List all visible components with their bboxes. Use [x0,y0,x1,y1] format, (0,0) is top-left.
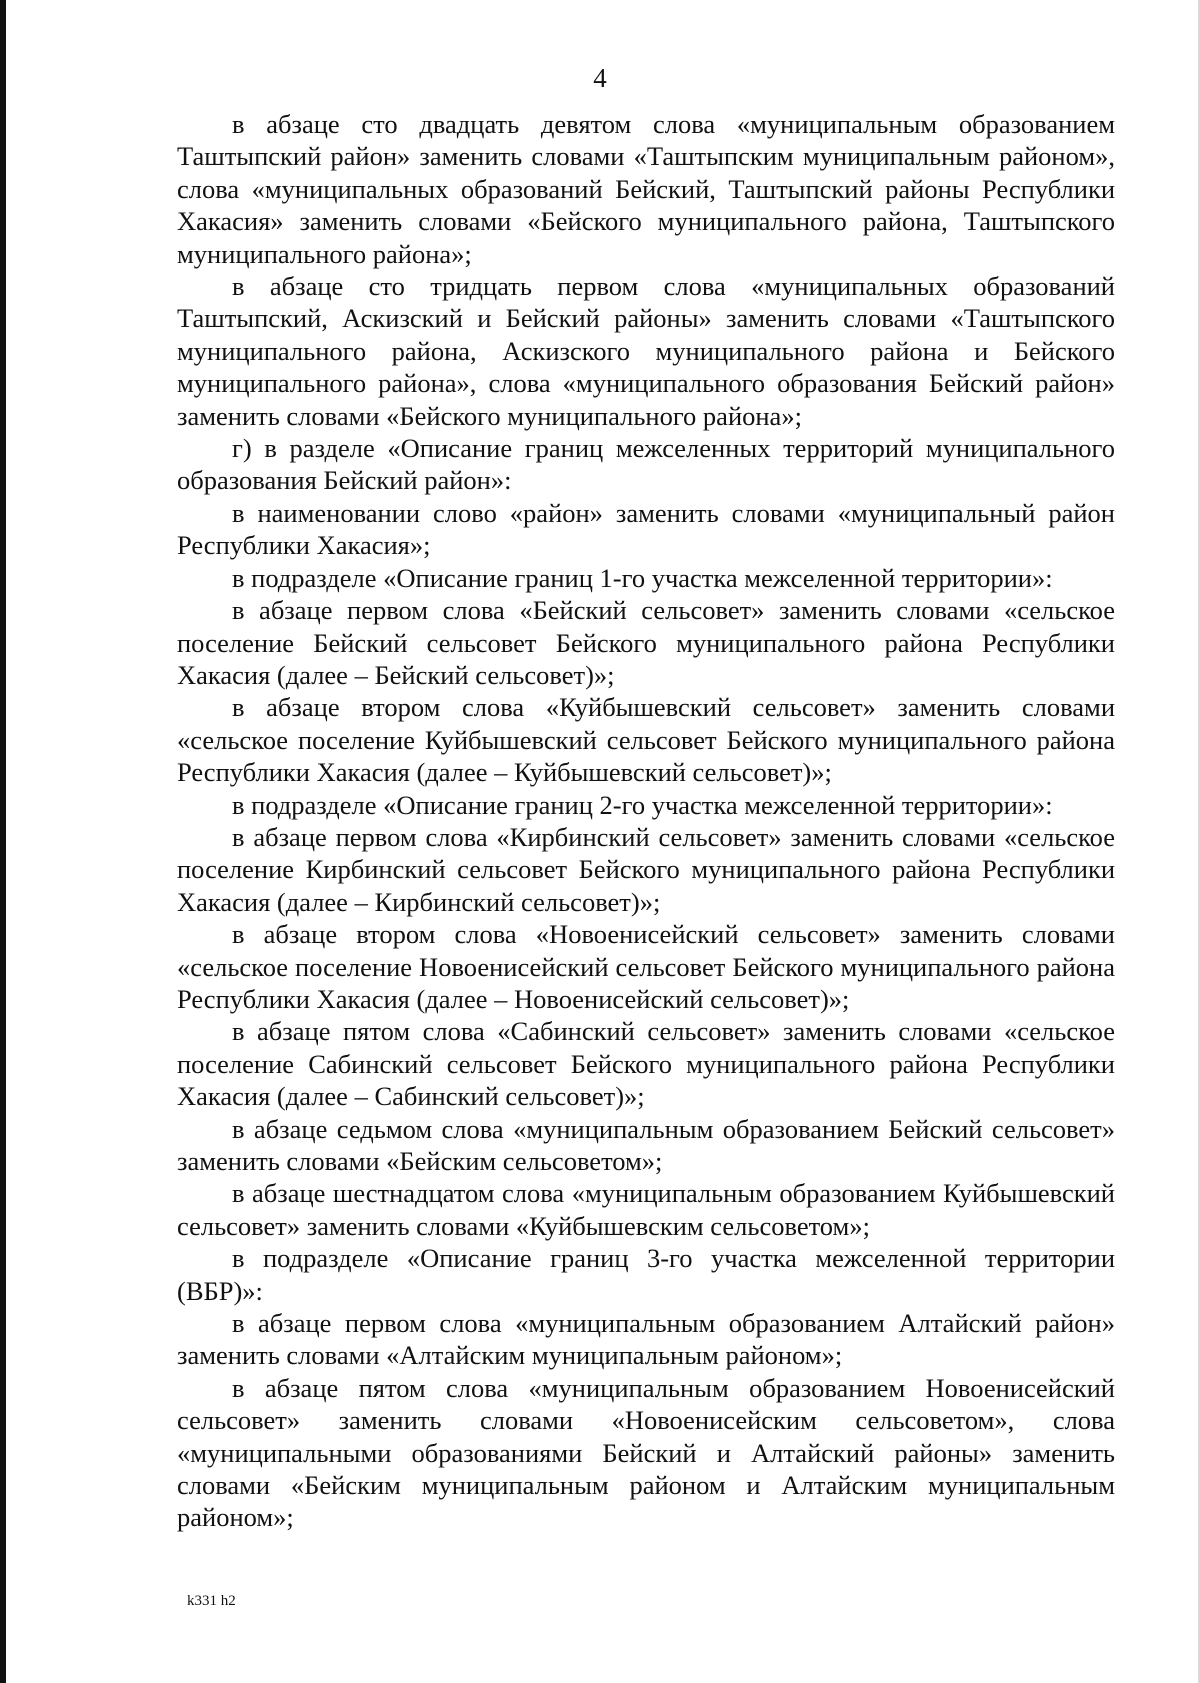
paragraph: в подразделе «Описание границ 3-го участка межселенной территории (ВБР)»: [177,1243,1115,1306]
paragraph: в абзаце первом слова «муниципальным образованием Алтайский район» заменить словами «Алтайским муниципальным районом»; [177,1308,1115,1371]
paragraph: в абзаце втором слова «Новоенисейский сельсовет» заменить словами «сельское поселение Новоенисейский сельсовет Бейского муниципального района Республики Хакасия (далее – Новоенисейский сельсовет)»; [177,919,1115,1014]
paragraph: в абзаце шестнадцатом слова «муниципальным образованием Куйбышевский сельсовет» заменить словами «Куйбышевским сельсоветом»; [177,1178,1115,1241]
paragraph: г) в разделе «Описание границ межселенных территорий муниципального образования Бейский район»: [177,433,1115,496]
page-number: 4 [593,63,607,93]
paragraph: в абзаце пятом слова «Сабинский сельсовет» заменить словами «сельское поселение Сабинский сельсовет Бейского муниципального района Республики Хакасия (далее – Сабинский сельсовет)»; [177,1016,1115,1112]
document-code: k331 h2 [187,1593,236,1609]
scan-left-edge [0,0,6,1683]
paragraph: в подразделе «Описание границ 2-го участка межселенной территории»: [232,789,1053,820]
paragraph: в абзаце первом слова «Бейский сельсовет» заменить словами «сельское поселение Бейский сельсовет Бейского муниципального района Республики Хакасия (далее – Бейский сельсовет)»; [177,595,1115,690]
paragraph: в абзаце седьмом слова «муниципальным образованием Бейский сельсовет» заменить словами «Бейским сельсоветом»; [177,1113,1115,1176]
paragraph: в абзаце сто тридцать первом слова «муниципальных образований Таштыпский, Аскизский и Бейский районы» заменить словами «Таштыпского муниципального района, Аскизского муниципального района и Бейского муниципального района», слова «муниципального образования Бейский район» заменить словами «Бейского муниципального района»; [177,271,1115,431]
paragraph: в абзаце втором слова «Куйбышевский сельсовет» заменить словами «сельское поселение Куйбышевский сельсовет Бейского муниципального района Республики Хакасия (далее – Куйбышевский сельсовет)»; [177,692,1115,788]
paragraph: в абзаце сто двадцать девятом слова «муниципальным образованием Таштыпский район» заменить словами «Таштыпским муниципальным районом», слова «муниципальных образований Бейский, Таштыпский районы Республики Хакасия» заменить словами «Бейского муниципального района, Таштыпского муниципального района»; [177,109,1115,269]
paragraph: в наименовании слово «район» заменить словами «муниципальный район Республики Хакасия»; [177,497,1115,561]
paragraph: в абзаце первом слова «Кирбинский сельсовет» заменить словами «сельское поселение Кирбинский сельсовет Бейского муниципального района Республики Хакасия (далее – Кирбинский сельсовет)»; [177,821,1115,917]
paragraph: в подразделе «Описание границ 1-го участка межселенной территории»: [232,562,1053,593]
document-body [177,108,1115,1534]
paragraph: в абзаце пятом слова «муниципальным образованием Новоенисейский сельсовет» заменить словами «Новоенисейским сельсоветом», слова «муниципальными образованиями Бейский и Алтайский районы» заменить словами «Бейским муниципальным районом и Алтайским муниципальным районом»; [177,1372,1115,1533]
